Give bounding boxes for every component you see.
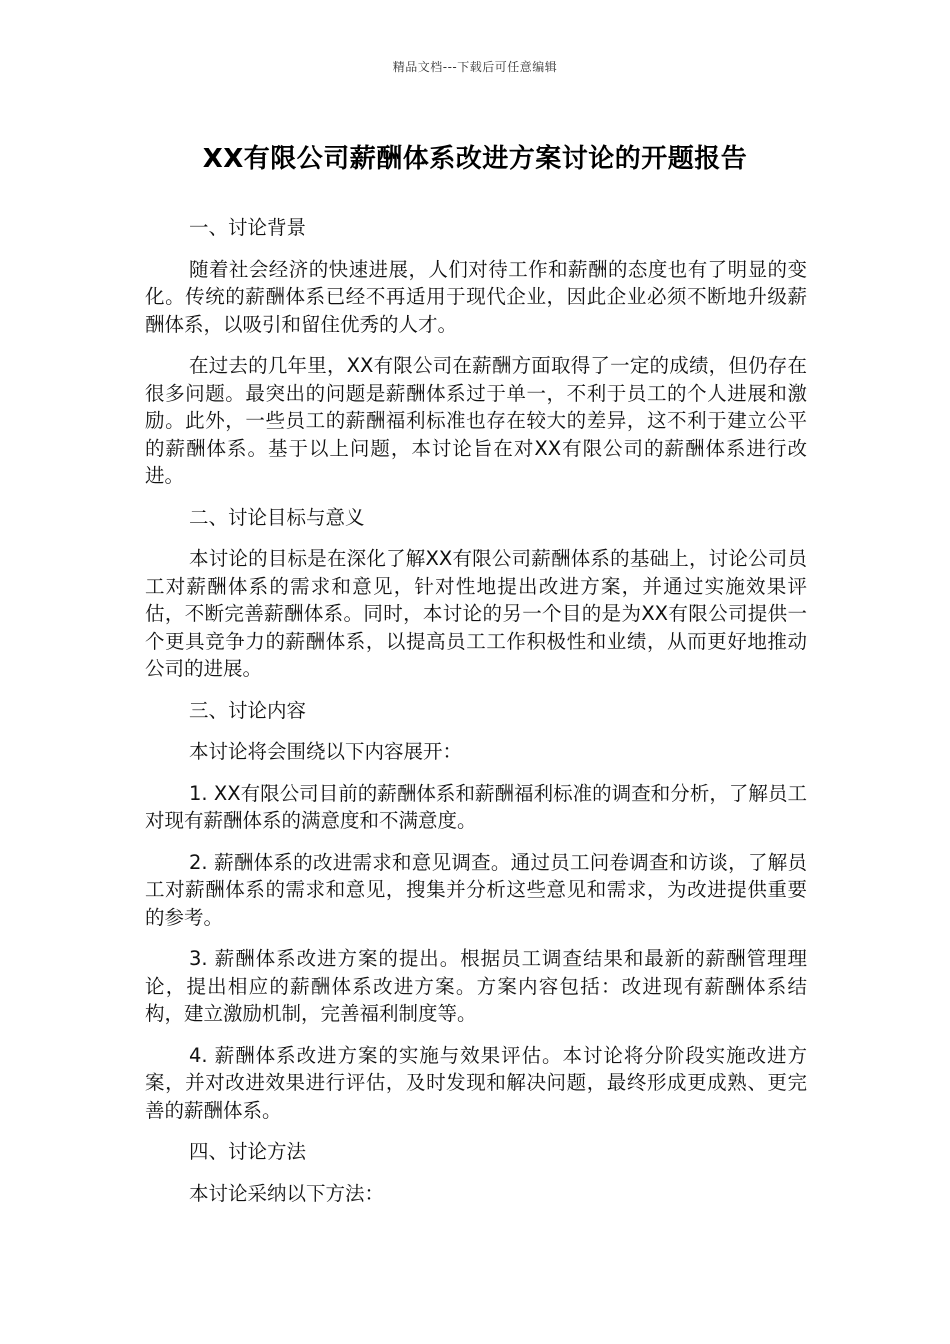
document-body — [145, 214, 807, 1221]
paragraph: 本讨论采纳以下方法： — [189, 1181, 385, 1205]
list-item: 1. XX有限公司目前的薪酬体系和薪酬福利标准的调查和分析，了解员工对现有薪酬体系的满意度和不满意度。 — [145, 781, 807, 832]
paragraph: 在过去的几年里，XX有限公司在薪酬方面取得了一定的成绩，但仍存在很多问题。最突出的问题是薪酬体系过于单一，不利于员工的个人进展和激励。此外，一些员工的薪酬福利标准也存在较大的差异，这不利于建立公平的薪酬体系。基于以上问题，本讨论旨在对XX有限公司的薪酬体系进行改进。 — [145, 354, 807, 487]
list-item: 3. 薪酬体系改进方案的提出。根据员工调查结果和最新的薪酬管理理论，提出相应的薪酬体系改进方案。方案内容包括：改进现有薪酬体系结构，建立激励机制，完善福利制度等。 — [145, 947, 807, 1025]
list-item: 2. 薪酬体系的改进需求和意见调查。通过员工问卷调查和访谈，了解员工对薪酬体系的需求和意见，搜集并分析这些意见和需求，为改进提供重要的参考。 — [145, 850, 807, 929]
page-header: 精品文档---下载后可任意编辑 — [392, 60, 558, 74]
paragraph: 本讨论的目标是在深化了解XX有限公司薪酬体系的基础上，讨论公司员工对薪酬体系的需求和意见，针对性地提出改进方案，并通过实施效果评估，不断完善薪酬体系。同时，本讨论的另一个目的是为XX有限公司提供一个更具竞争力的薪酬体系，以提高员工工作积极性和业绩，从而更好地推动公司的进展。 — [145, 547, 807, 680]
paragraph: 随着社会经济的快速进展，人们对待工作和薪酬的态度也有了明显的变化。传统的薪酬体系已经不再适用于现代企业，因此企业必须不断地升级薪酬体系，以吸引和留住优秀的人才。 — [145, 257, 807, 336]
document-title: XX有限公司薪酬体系改进方案讨论的开题报告 — [202, 144, 748, 174]
section-heading-background: 一、讨论背景 — [189, 216, 307, 239]
paragraph: 本讨论将会围绕以下内容展开： — [189, 740, 463, 763]
list-item: 4. 薪酬体系改进方案的实施与效果评估。本讨论将分阶段实施改进方案，并对改进效果进行评估，及时发现和解决问题，最终形成更成熟、更完善的薪酬体系。 — [145, 1043, 807, 1122]
section-heading-goals: 二、讨论目标与意义 — [189, 505, 365, 529]
section-heading-methods: 四、讨论方法 — [189, 1140, 307, 1163]
section-heading-content: 三、讨论内容 — [189, 698, 307, 722]
